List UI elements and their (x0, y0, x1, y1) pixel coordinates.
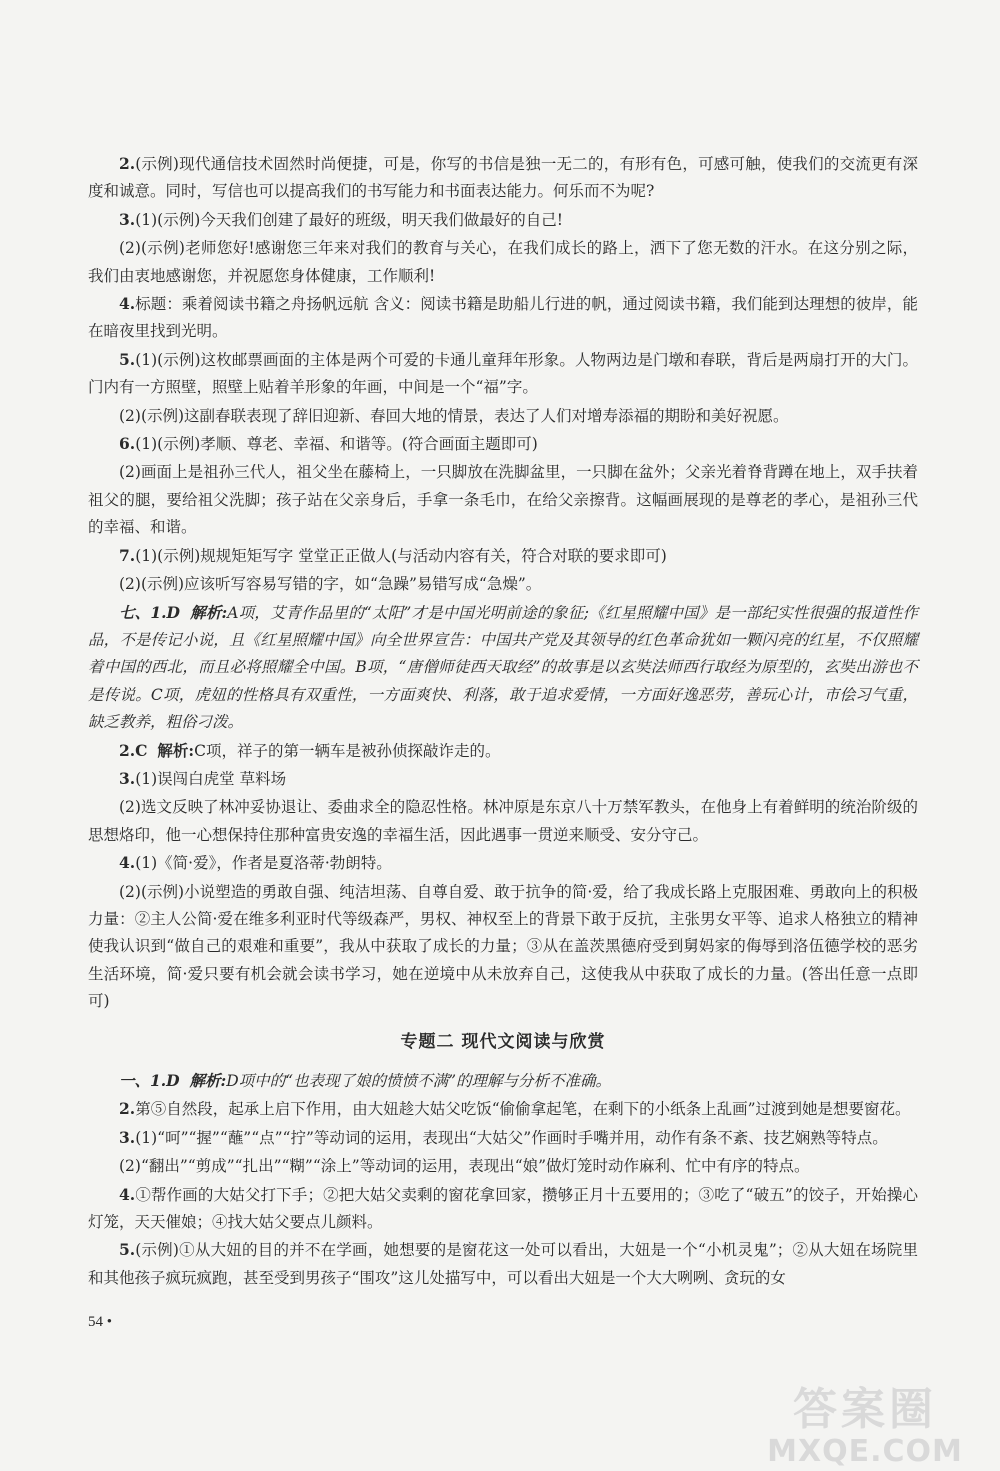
item-number: 5. (119, 349, 136, 369)
item-number: 4. (119, 853, 136, 873)
watermark-sub: MXQE.COM (767, 1434, 963, 1469)
item-number: 2. (119, 154, 136, 173)
answer-paragraph (88, 1124, 918, 1152)
answer-paragraph (88, 737, 918, 765)
answer-paragraph (88, 150, 918, 206)
answer-text: (2)画面上是祖孙三代人，祖父坐在藤椅上，一只脚放在洗脚盆里，一只脚在盆外；父亲光着脊背蹲在地上，双手扶着祖父的腿，要给祖父洗脚；孩子站在父亲身后，手拿一条毛巾，在给父亲擦背。这幅画展现的是尊老的孝心，是祖孙三代的幸福、和谐。 (88, 463, 918, 537)
answer-page (88, 150, 918, 1292)
item-number: 3. (119, 1127, 136, 1147)
block-top (88, 150, 918, 599)
item-number: 6. (119, 434, 136, 454)
analysis-label: 解析: (189, 1071, 227, 1090)
answer-text: (1)(示例)规规矩矩写字 堂堂正正做人(与活动内容有关，符合对联的要求即可) (135, 546, 667, 565)
item-number: 7. (119, 545, 136, 565)
watermark-main: 答案圈 (793, 1384, 937, 1435)
item-number: 3. (119, 209, 136, 229)
answer-text: (1)误闯白虎堂 草料场 (135, 769, 287, 788)
answer-text: ①帮作画的大姑父打下手；②把大姑父卖剩的窗花拿回家，攒够正月十五要用的；③吃了“破五”的饺子，开始操心灯笼，天天催娘；④找大姑父要点儿颜料。 (88, 1185, 918, 1232)
section-title: 专题二 现代文阅读与欣赏 (400, 1031, 606, 1052)
item-number: 2. (119, 1099, 136, 1119)
answer-text: (2)(示例)应该听写容易写错的字，如“急躁”易错写成“急燥”。 (119, 575, 542, 594)
answer-paragraph (88, 765, 918, 793)
answer-paragraph (88, 1236, 918, 1292)
answer-text: (2)选文反映了林冲妥协退让、委曲求全的隐忍性格。林冲原是东京八十万禁军教头，在他身上有着鲜明的统治阶级的思想烙印，他一心想保持住那种富贵安逸的幸福生活，因此遇事一贯逆来顺受、安分守己。 (88, 798, 918, 844)
answer-text: 第⑤自然段，起承上启下作用，由大妞趁大姑父吃饭“偷偷拿起笔，在剩下的小纸条上乱画”过渡到她是想要窗花。 (135, 1100, 911, 1119)
answer-text: 标题：乘着阅读书籍之舟扬帆远航 含义：阅读书籍是助船儿行进的帆，通过阅读书籍，我们能到达理想的彼岸，能在暗夜里找到光明。 (88, 295, 918, 341)
answer-paragraph (88, 430, 918, 458)
answer-text: C项，祥子的第一辆车是被孙侦探敲诈走的。 (194, 741, 501, 760)
answer-text: (1)(示例)今天我们创建了最好的班级，明天我们做最好的自己! (135, 210, 563, 229)
item-number: 4. (119, 294, 136, 314)
answer-text: (1)(示例)孝顺、尊老、幸福、和谐等。(符合画面主题即可) (135, 435, 538, 454)
answer-paragraph (88, 206, 918, 234)
answer-paragraph (88, 1152, 918, 1180)
answer-paragraph (88, 346, 918, 402)
answer-paragraph (88, 1181, 918, 1237)
answer-paragraph (88, 570, 918, 598)
answer-text: D项中的“也表现了娘的愤愤不满”的理解与分析不准确。 (226, 1072, 611, 1090)
answer-text: (示例)现代通信技术固然时尚便捷，可是，你写的书信是独一无二的，有形有色，可感可触，使我们的交流更有深度和诚意。同时，写信也可以提高我们的书写能力和书面表达能力。何乐而不为呢? (88, 155, 918, 201)
answer-text: A项，艾青作品里的“太阳”才是中国光明前途的象征;《红星照耀中国》是一部纪实性很强的报道性作品，不是传记小说，且《红星照耀中国》向全世界宣告：中国共产党及其领导的红色革命犹如一颗闪亮的红星，不仅照耀着中国的西北，而且必将照耀全中国。B项，“唐僧师徒西天取经”的故事是以玄奘法师西行取经为原型的，玄奘出游也不是传说。C项，虎妞的性格具有双重性，一方面爽快、利落，敢于追求爱情，一方面好逸恶劳，善玩心计，市侩习气重，缺乏教养，粗俗刁泼。 (88, 603, 918, 732)
answer-text: (1)(示例)这枚邮票画面的主体是两个可爱的卡通儿童拜年形象。人物两边是门墩和春联，背后是两扇打开的大门。门内有一方照壁，照壁上贴着羊形象的年画，中间是一个“福”字。 (88, 350, 918, 397)
answer-text: (2)(示例)老师您好!感谢您三年来对我们的教育与关心，在我们成长的路上，洒下了您无数的汗水。在这分别之际，我们由衷地感谢您，并祝愿您身体健康，工作顺利! (88, 239, 918, 285)
item-number: 3. (119, 768, 136, 788)
answer-paragraph (88, 402, 918, 430)
item-number: 2.C (119, 740, 148, 760)
answer-text: (示例)①从大妞的目的并不在学画，她想要的是窗花这一处可以看出，大妞是一个“小机灵鬼”；②从大妞在场院里和其他孩子疯玩疯跑，甚至受到男孩子“围攻”这儿处描写中，可以看出大妞是一个大大咧咧、贪玩的女 (88, 1241, 918, 1287)
answer-paragraph (88, 793, 918, 849)
answer-paragraph (88, 1095, 918, 1123)
answer-paragraph (88, 599, 918, 737)
answer-text: (2)(示例)这副春联表现了辞旧迎新、春回大地的情景，表达了人们对增寿添福的期盼和美好祝愿。 (119, 406, 789, 425)
answer-paragraph (88, 849, 918, 877)
block-section-7 (88, 599, 918, 1016)
page-number: 54 • (88, 1314, 113, 1330)
analysis-label: 解析: (190, 602, 228, 622)
watermark-logo (767, 1380, 963, 1469)
answer-text: (2)“翻出”“剪成”“扎出”“糊”“涂上”等动词的运用，表现出“娘”做灯笼时动作麻利、忙中有序的特点。 (119, 1157, 810, 1176)
answer-paragraph (88, 878, 918, 1016)
answer-text: (2)(示例)小说塑造的勇敢自强、纯洁坦荡、自尊自爱、敢于抗争的简·爱，给了我成长路上克服困难、勇敢向上的积极力量：②主人公简·爱在维多利亚时代等级森严，男权、神权至上的背景下敢于反抗，主张男女平等、追求人格独立的精神使我认识到“做自己的艰难和重要”，我从中获取了成长的力量；③从在盖茨黑德府受到舅妈家的侮辱到洛伍德学校的恶劣生活环境，简·爱只要有机会就会读书学习，她在逆境中从未放弃自己，这使我从中获取了成长的力量。(答出任意一点即可) (88, 882, 918, 1011)
item-number: 5. (119, 1240, 136, 1260)
item-number: 七、1.D (119, 602, 180, 622)
block-section-2 (88, 1067, 918, 1292)
answer-paragraph (88, 234, 918, 290)
answer-paragraph (88, 1067, 918, 1095)
answer-text: (1)“呵”“握”“蘸”“点”“拧”等动词的运用，表现出“大姑父”作画时手嘴并用，动作有条不紊、技艺娴熟等特点。 (135, 1128, 888, 1147)
answer-text: (1)《简·爱》，作者是夏洛蒂·勃朗特。 (135, 854, 392, 873)
item-number: 一、1.D (119, 1071, 180, 1090)
answer-paragraph (88, 542, 918, 570)
answer-paragraph (88, 290, 918, 346)
answer-paragraph (88, 458, 918, 541)
analysis-label: 解析: (157, 740, 195, 760)
item-number: 4. (119, 1184, 136, 1204)
